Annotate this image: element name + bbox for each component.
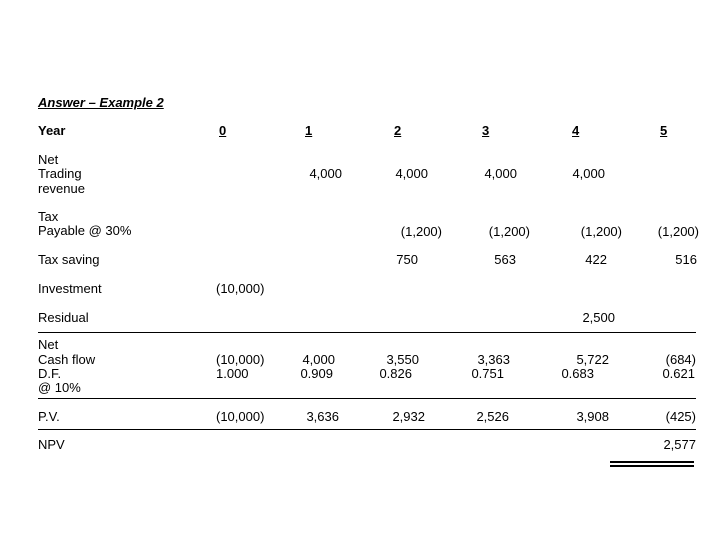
- net-trading-y4: 4,000: [572, 166, 605, 181]
- year-5: 5: [660, 123, 668, 138]
- row-label-net2: Net: [38, 337, 59, 352]
- year-3: 3: [482, 123, 490, 138]
- row-label-net: Net: [38, 152, 59, 167]
- tax-saving-y4: 422: [585, 252, 607, 267]
- net-trading-y1: 4,000: [309, 166, 342, 181]
- divider-line: [38, 332, 696, 333]
- row-label-tax-saving: Tax saving: [38, 252, 100, 267]
- cash-flow-y4: 5,722: [576, 352, 609, 367]
- divider-line: [38, 429, 696, 430]
- pv-y5: (425): [665, 409, 696, 424]
- row-label-residual: Residual: [38, 310, 89, 325]
- tax-saving-y5: 516: [675, 252, 697, 267]
- year-label: Year: [38, 123, 66, 138]
- row-label-cash-flow: Cash flow: [38, 352, 96, 367]
- pv-y0: (10,000): [216, 409, 265, 424]
- net-trading-y3: 4,000: [484, 166, 517, 181]
- pv-y1: 3,636: [306, 409, 339, 424]
- row-label-df: D.F.: [38, 366, 62, 381]
- row-label-npv: NPV: [38, 437, 65, 452]
- double-underline: [610, 465, 694, 467]
- investment-y0: (10,000): [216, 281, 265, 296]
- df-y0: 1.000: [216, 366, 249, 381]
- npv-value: 2,577: [663, 437, 696, 452]
- row-label-investment: Investment: [38, 281, 102, 296]
- cash-flow-y0: (10,000): [216, 352, 265, 367]
- tax-payable-y4: (1,200): [580, 224, 622, 239]
- cash-flow-y3: 3,363: [477, 352, 510, 367]
- row-label-pv: P.V.: [38, 409, 60, 424]
- pv-y4: 3,908: [576, 409, 609, 424]
- row-label-payable: Payable @ 30%: [38, 223, 132, 238]
- pv-y2: 2,932: [392, 409, 425, 424]
- year-0: 0: [219, 123, 227, 138]
- df-y1: 0.909: [300, 366, 333, 381]
- df-y4: 0.683: [561, 366, 594, 381]
- divider-line: [38, 398, 696, 399]
- df-y5: 0.621: [662, 366, 695, 381]
- row-label-trading: Trading: [38, 166, 82, 181]
- cash-flow-y5: (684): [665, 352, 696, 367]
- year-2: 2: [394, 123, 402, 138]
- df-y2: 0.826: [379, 366, 412, 381]
- year-4: 4: [572, 123, 580, 138]
- tax-payable-y3: (1,200): [488, 224, 530, 239]
- tax-payable-y5: (1,200): [657, 224, 699, 239]
- row-label-tax: Tax: [38, 209, 59, 224]
- cash-flow-y2: 3,550: [386, 352, 419, 367]
- residual-y4: 2,500: [582, 310, 615, 325]
- tax-payable-y2: (1,200): [400, 224, 442, 239]
- page-title: Answer – Example 2: [38, 95, 164, 110]
- tax-saving-y3: 563: [494, 252, 516, 267]
- net-trading-y2: 4,000: [395, 166, 428, 181]
- df-y3: 0.751: [471, 366, 504, 381]
- tax-saving-y2: 750: [396, 252, 418, 267]
- year-1: 1: [305, 123, 313, 138]
- row-label-rate: @ 10%: [38, 380, 81, 395]
- pv-y3: 2,526: [476, 409, 509, 424]
- row-label-revenue: revenue: [38, 181, 85, 196]
- cash-flow-y1: 4,000: [302, 352, 335, 367]
- double-underline: [610, 461, 694, 463]
